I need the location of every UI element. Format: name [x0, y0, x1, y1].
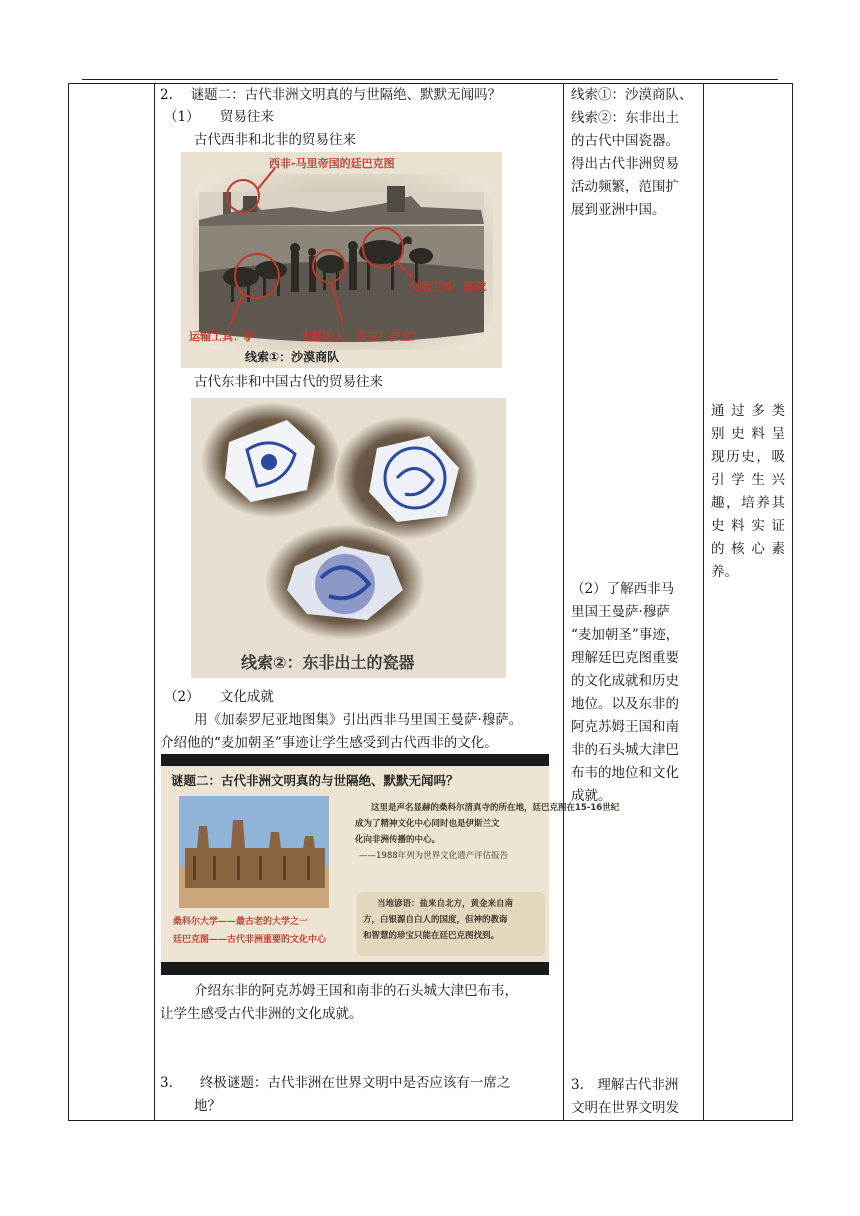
- notes-line: 现历史，吸: [711, 449, 785, 465]
- intent-line: 非的石头城大津巴: [571, 742, 679, 758]
- column-divider: [154, 84, 155, 1120]
- porcelain-shards-image: [191, 398, 506, 678]
- intent-line: 线索①：沙漠商队、: [571, 87, 693, 103]
- timbuktu-caption: 廷巴克图——古代非洲重要的文化中心: [173, 935, 327, 945]
- slide-title: 谜题二：古代非洲文明真的与世隔绝、默默无闻吗？: [171, 773, 459, 788]
- notes-line: 引学生兴: [711, 472, 785, 488]
- clue-one-caption: 线索①：沙漠商队: [245, 350, 340, 364]
- proverb-line-1: 当地谚语：盐来自北方，黄金来自南: [377, 899, 514, 909]
- notes-line: 养。: [711, 564, 738, 580]
- intent-line: 的文化成就和历史: [571, 673, 679, 689]
- intent-line: 展到亚洲中国。: [571, 202, 666, 218]
- sankore-caption: 桑科尔大学——最古老的大学之一: [173, 917, 309, 927]
- intent-line: 3. 理解古代非洲: [571, 1077, 679, 1093]
- ultimate-riddle-line2: 地？: [194, 1098, 221, 1114]
- intent-line: 得出古代非洲贸易: [571, 156, 679, 172]
- intent-line: 线索②：东非出土: [571, 110, 679, 126]
- intent-line: 的古代中国瓷器。: [571, 133, 679, 149]
- notes-line: 趣，培养其: [711, 495, 785, 511]
- intent-line: 阿克苏姆王国和南: [571, 719, 679, 735]
- intent-line: （2）了解西非马: [571, 581, 675, 597]
- column-divider: [563, 84, 564, 1120]
- proverb-line-3: 和智慧的珍宝只能在廷巴克图找到。: [363, 931, 500, 941]
- intent-line: 里国王曼萨·穆萨: [571, 604, 670, 620]
- intent-line: 地位。以及东非的: [571, 696, 679, 712]
- notes-line: 史料实证: [711, 518, 785, 534]
- east-china-trade-subtitle: 古代东非和中国古代的贸易往来: [194, 374, 383, 390]
- page-header-rule: [82, 79, 778, 80]
- intent-line: 文明在世界文明发: [571, 1100, 679, 1116]
- intent-line: 活动频繁，范围扩: [571, 179, 679, 195]
- ultimate-riddle-line1: 3. 终极谜题：古代非洲在世界文明中是否应该有一席之: [160, 1075, 511, 1091]
- section-trade-heading: （1） 贸易往来: [164, 109, 274, 125]
- intent-line: 理解廷巴克图重要: [571, 650, 679, 666]
- slide-quote-1: 这里是声名显赫的桑科尔清真寺的所在地，廷巴克图在15-16世纪: [371, 803, 620, 813]
- notes-block: [711, 400, 785, 584]
- intent-culture-block: [571, 578, 697, 808]
- riddle-two-heading: 2. 谜题二：古代非洲文明真的与世隔绝、默默无闻吗？: [160, 87, 502, 103]
- culture-paragraph-line1: 用《加泰罗尼亚地图集》引出西非马里国王曼萨·穆萨。: [194, 712, 523, 728]
- camel-label: 交通工具：骆驼: [409, 280, 486, 293]
- west-north-trade-subtitle: 古代西非和北非的贸易往来: [194, 132, 356, 148]
- achievement-paragraph-line2: 让学生感受古代非洲的文化成就。: [160, 1006, 363, 1022]
- proverb-line-2: 方，白银源自白人的国度，但神的教诲: [363, 915, 508, 925]
- intent-ultimate-block: [571, 1074, 697, 1120]
- achievement-paragraph-line1: 介绍东非的阿克苏姆王国和南非的石头城大津巴布韦，: [194, 983, 518, 999]
- donkey-label: 运输工具：驴: [189, 330, 255, 343]
- intent-line: “麦加朝圣”事迹，: [571, 627, 680, 643]
- column-divider: [703, 84, 704, 1120]
- clue-two-caption: 线索②：东非出土的瓷器: [241, 653, 415, 672]
- intent-trade-block: [571, 84, 697, 222]
- notes-line: 的核心素: [711, 541, 785, 557]
- intent-line: 成就。: [571, 788, 612, 804]
- culture-paragraph-line2: 介绍他的“麦加朝圣”事迹让学生感受到古代西非的文化。: [160, 735, 498, 751]
- slide-quote-2: 成为了精神文化中心同时也是伊斯兰文: [355, 819, 500, 829]
- section-culture-heading: （2） 文化成就: [164, 689, 274, 705]
- mosque-illustration: [179, 796, 329, 908]
- caravan-engraving-image: [181, 152, 502, 368]
- notes-line: 通过多类: [711, 403, 785, 419]
- timbuktu-label: 西非-马里帝国的廷巴克图: [269, 157, 395, 170]
- slide-quote-3: 化向非洲传播的中心。: [355, 835, 441, 845]
- notes-line: 别史料呈: [711, 426, 785, 442]
- intent-line: 布韦的地位和文化: [571, 765, 679, 781]
- slide-quote-source: ——1988年列为世界文化遗产评估报告: [359, 851, 509, 861]
- walkers-label: 走路的人：奴隶？护卫？: [301, 330, 422, 343]
